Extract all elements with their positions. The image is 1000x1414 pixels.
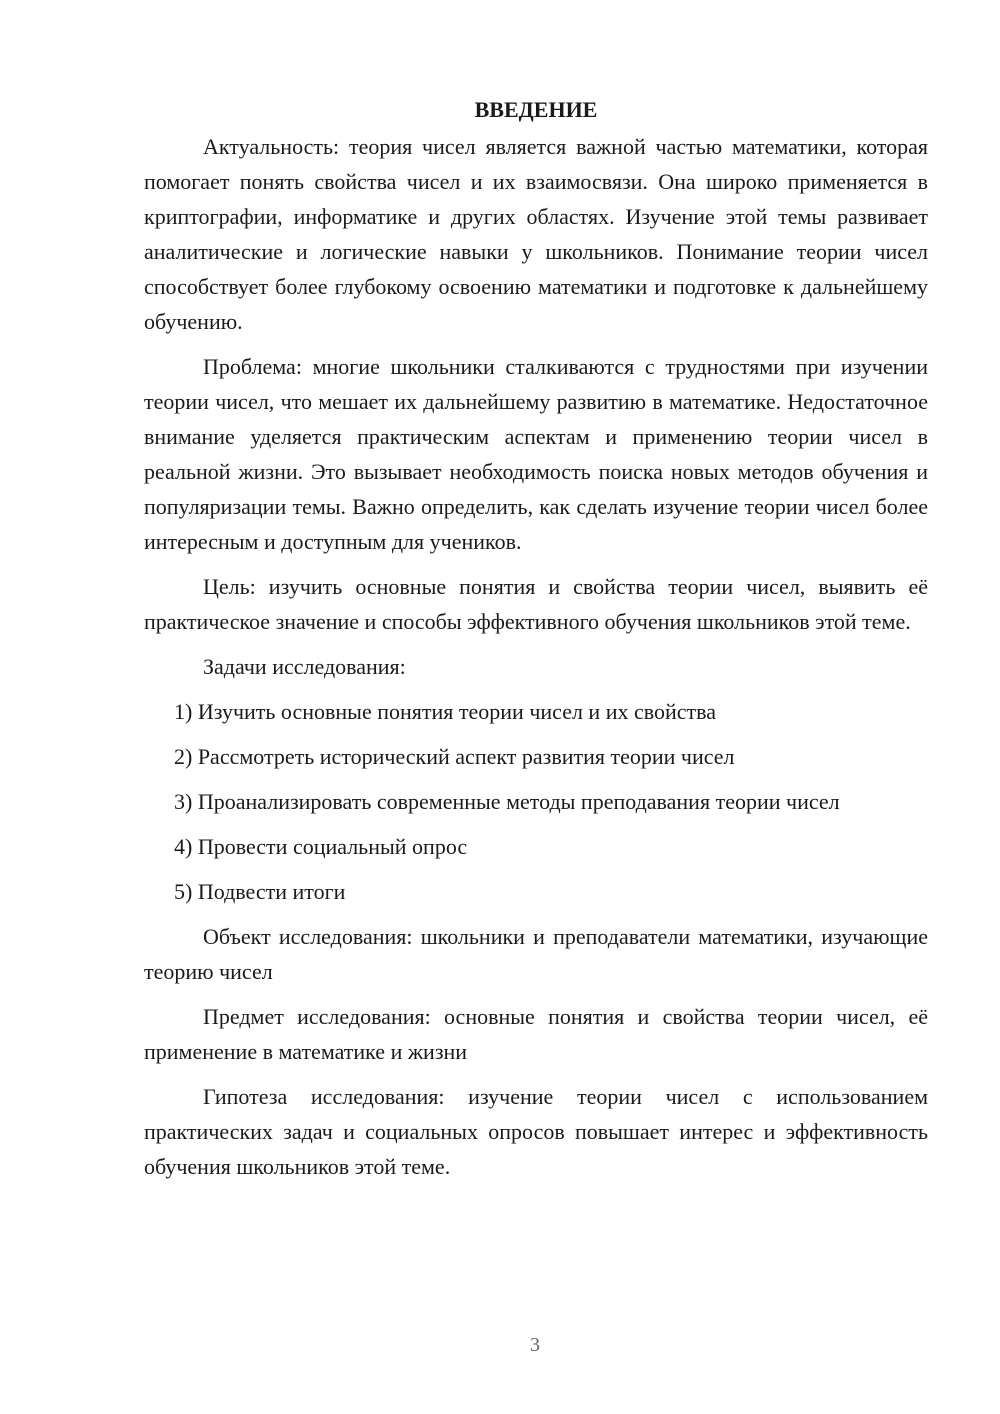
goal-paragraph: Цель: изучить основные понятия и свойства теории чисел, выявить её практическое значение и способы эффективного обучения школьников этой теме.	[144, 574, 928, 634]
problem-paragraph: Проблема: многие школьники сталкиваются с трудностями при изучении теории чисел, что мешает их дальнейшему развитию в математике. Недостаточное внимание уделяется практическим аспектам и применению теории чисел в реальной жизни. Это вызывает необходимость поиска новых методов обучения и популяризации темы. Важно определить, как сделать изучение теории чисел более интересным и доступным для учеников.	[144, 354, 928, 554]
task-item-4: 4) Провести социальный опрос	[174, 834, 468, 859]
relevance-paragraph: Актуальность: теория чисел является важной частью математики, которая помогает понять свойства чисел и их взаимосвязи. Она широко применяется в криптографии, информатике и других областях. Изучение этой темы развивает аналитические и логические навыки у школьников. Понимание теории чисел способствует более глубокому освоению математики и подготовке к дальнейшему обучению.	[144, 134, 928, 334]
tasks-heading: Задачи исследования:	[203, 654, 406, 679]
subject-paragraph: Предмет исследования: основные понятия и свойства теории чисел, её применение в математике и жизни	[144, 1004, 928, 1064]
document-page	[144, 92, 928, 1194]
page-title: ВВЕДЕНИЕ	[474, 97, 598, 122]
task-item-1: 1) Изучить основные понятия теории чисел и их свойства	[174, 699, 716, 724]
task-item-5: 5) Подвести итоги	[174, 879, 346, 904]
page-number: 3	[530, 1334, 540, 1356]
hypothesis-paragraph: Гипотеза исследования: изучение теории чисел с использованием практических задач и социальных опросов повышает интерес и эффективность обучения школьников этой теме.	[144, 1084, 928, 1179]
task-item-3: 3) Проанализировать современные методы преподавания теории чисел	[174, 789, 840, 814]
object-paragraph: Объект исследования: школьники и преподаватели математики, изучающие теорию чисел	[144, 924, 928, 984]
task-item-2: 2) Рассмотреть исторический аспект развития теории чисел	[174, 744, 735, 769]
